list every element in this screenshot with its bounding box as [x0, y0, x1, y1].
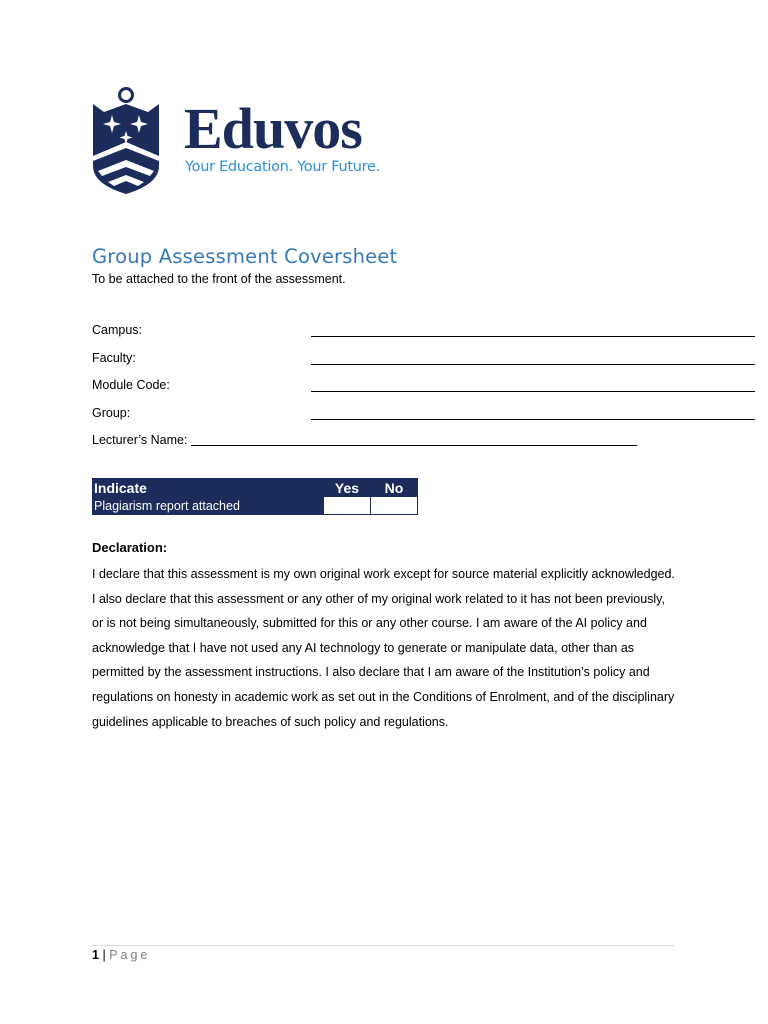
plagiarism-report-label: Plagiarism report attached: [93, 497, 324, 515]
declaration-text: I declare that this assessment is my own original work except for source material explicitly acknowledged. I also declare that this assessment or any other of my original work related to it has not been previously, or is not being simultaneously, submitted for this or any other course. I am aware of the AI policy and acknowledge that I have not used any AI technology to generate or manipulate data, other than as permitted by the assessment instructions. I also declare that I am aware of the Institution’s policy and regulations on honesty in academic work as set out in the Conditions of Enrolment, and of the disciplinary guidelines applicable to breaches of such policy and regulations.: [92, 567, 675, 729]
campus-label: Campus:: [92, 323, 143, 337]
indicate-header: Indicate: [93, 479, 324, 497]
lecturer-row: [92, 433, 637, 447]
campus-field[interactable]: [311, 336, 755, 337]
footer-separator: |: [102, 948, 106, 962]
lecturer-field[interactable]: [191, 444, 637, 446]
group-field[interactable]: [311, 419, 755, 420]
declaration-heading: Declaration:: [92, 540, 168, 555]
page-number: 1: [92, 948, 99, 962]
indicate-table: [92, 478, 418, 515]
table-row: [93, 497, 418, 515]
shield-crest-icon: [92, 86, 160, 196]
module-code-field[interactable]: [311, 391, 755, 392]
group-label: Group:: [92, 406, 131, 420]
faculty-label: Faculty:: [92, 351, 136, 365]
yes-checkbox-cell[interactable]: [324, 497, 371, 515]
footer-divider: [92, 945, 675, 946]
yes-header: Yes: [324, 479, 371, 497]
page-footer: [92, 948, 150, 962]
no-checkbox-cell[interactable]: [371, 497, 418, 515]
lecturer-label: Lecturer’s Name:: [92, 433, 188, 447]
brand-name: Eduvos: [184, 96, 362, 161]
module-code-label: Module Code:: [92, 378, 170, 392]
eduvos-logo: [92, 86, 412, 198]
indicate-header-row: [93, 479, 418, 497]
no-header: No: [371, 479, 418, 497]
page-title: Group Assessment Coversheet: [92, 245, 398, 268]
faculty-field[interactable]: [311, 364, 755, 365]
page-subtitle: To be attached to the front of the assessment.: [92, 272, 346, 286]
brand-tagline: Your Education. Your Future.: [185, 159, 380, 175]
page-word: Page: [109, 948, 151, 962]
